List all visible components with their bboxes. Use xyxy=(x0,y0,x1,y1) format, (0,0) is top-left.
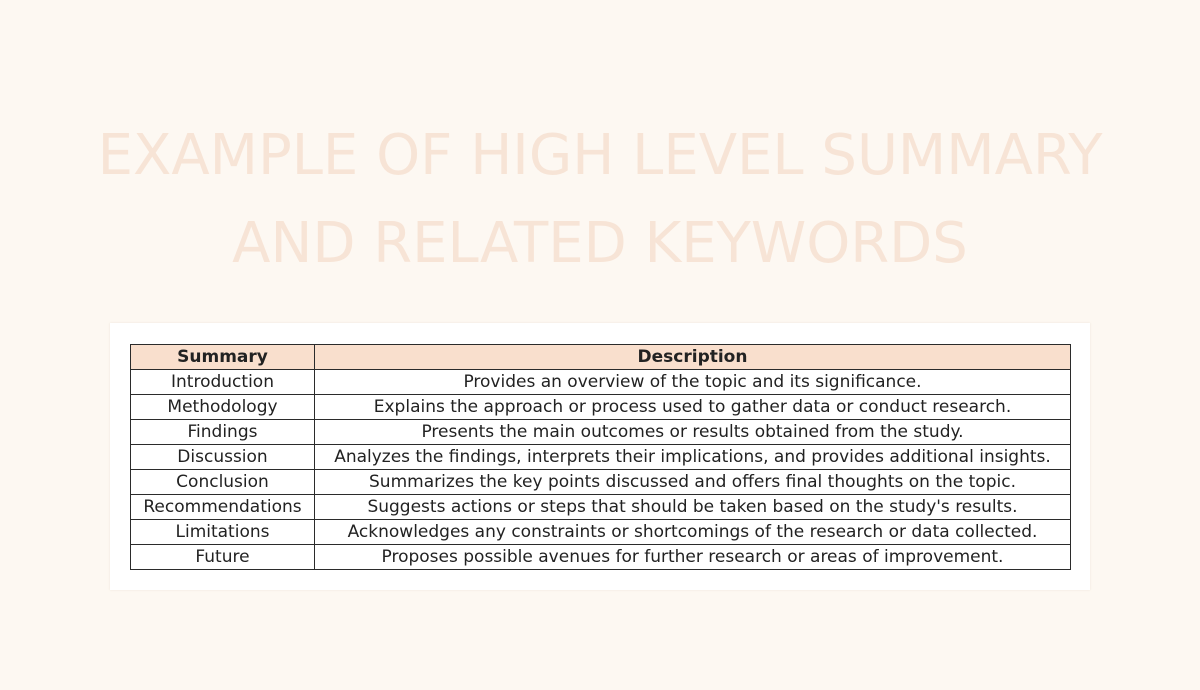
description-cell: Presents the main outcomes or results obtained from the study. xyxy=(315,420,1071,445)
summary-cell: Conclusion xyxy=(131,470,315,495)
description-cell: Acknowledges any constraints or shortcomings of the research or data collected. xyxy=(315,520,1071,545)
table-row xyxy=(131,395,1071,420)
summary-cell: Discussion xyxy=(131,445,315,470)
column-header-description: Description xyxy=(315,345,1071,370)
summary-cell: Introduction xyxy=(131,370,315,395)
description-cell: Proposes possible avenues for further research or areas of improvement. xyxy=(315,545,1071,570)
table-card xyxy=(110,323,1090,590)
table-row xyxy=(131,495,1071,520)
summary-cell: Limitations xyxy=(131,520,315,545)
table-row xyxy=(131,520,1071,545)
table-header-row xyxy=(131,345,1071,370)
summary-cell: Methodology xyxy=(131,395,315,420)
description-cell: Summarizes the key points discussed and offers final thoughts on the topic. xyxy=(315,470,1071,495)
table-row xyxy=(131,420,1071,445)
description-cell: Suggests actions or steps that should be taken based on the study's results. xyxy=(315,495,1071,520)
description-cell: Analyzes the findings, interprets their implications, and provides additional insights. xyxy=(315,445,1071,470)
summary-cell: Findings xyxy=(131,420,315,445)
table-row xyxy=(131,370,1071,395)
table-row xyxy=(131,445,1071,470)
summary-table xyxy=(130,344,1071,570)
table-row xyxy=(131,470,1071,495)
description-cell: Explains the approach or process used to gather data or conduct research. xyxy=(315,395,1071,420)
column-header-summary: Summary xyxy=(131,345,315,370)
page-title-line-2: AND RELATED KEYWORDS xyxy=(232,211,968,276)
summary-cell: Future xyxy=(131,545,315,570)
table-row xyxy=(131,545,1071,570)
page-title-line-1: EXAMPLE OF HIGH LEVEL SUMMARY xyxy=(97,123,1103,188)
summary-cell: Recommendations xyxy=(131,495,315,520)
page-title xyxy=(0,112,1200,288)
description-cell: Provides an overview of the topic and its significance. xyxy=(315,370,1071,395)
